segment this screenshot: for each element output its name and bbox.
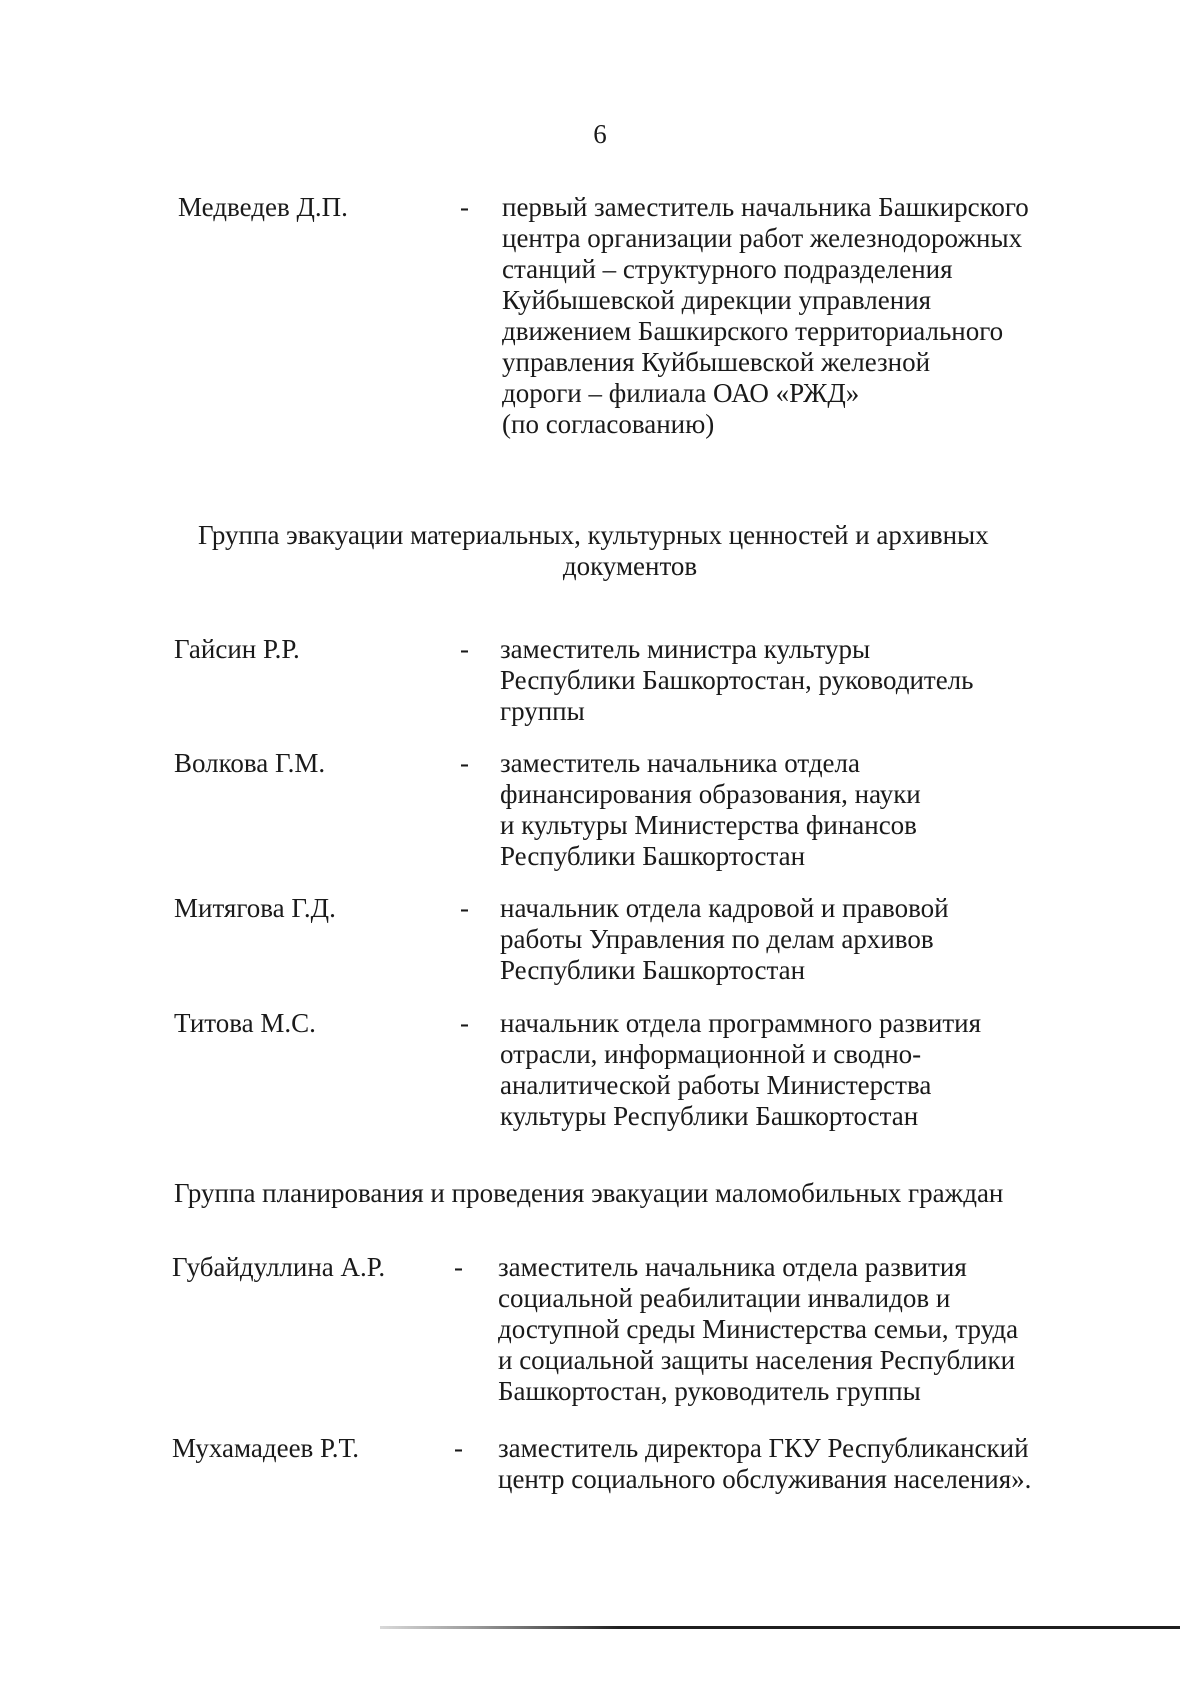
group-heading-line: Группа планирования и проведения эвакуации маломобильных граждан	[174, 1178, 1004, 1208]
person-position: заместитель министра культуры Республики Башкортостан, руководитель группы	[500, 634, 974, 726]
page-number: 6	[593, 119, 607, 149]
group-heading-line2: документов	[562, 551, 698, 581]
person-position: заместитель директора ГКУ Республиканский центр социального обслуживания населения».	[498, 1433, 1032, 1494]
group-heading-line1: Группа эвакуации материальных, культурных ценностей и архивных	[198, 520, 989, 550]
person-position: заместитель начальника отдела финансирования образования, науки и культуры Министерства финансов Республики Башкортостан	[500, 748, 921, 871]
dash-separator: -	[460, 1008, 469, 1038]
person-position: первый заместитель начальника Башкирского центра организации работ железнодорожных станций – структурного подразделения Куйбышевской дирекции управления движением Башкирского территориального управления Куйбышевской железной дороги – филиала ОАО «РЖД» (по согласованию)	[502, 192, 1029, 439]
person-name: Медведев Д.П.	[178, 192, 348, 222]
dash-separator: -	[460, 893, 469, 923]
person-name: Волкова Г.М.	[174, 748, 326, 778]
person-name: Гайсин Р.Р.	[174, 634, 300, 664]
person-position: начальник отдела программного развития отрасли, информационной и сводно- аналитической работы Министерства культуры Республики Башкортостан	[500, 1008, 982, 1131]
dash-separator: -	[454, 1433, 463, 1463]
dash-separator: -	[454, 1252, 463, 1282]
person-name: Губайдуллина А.Р.	[172, 1252, 386, 1282]
dash-separator: -	[460, 634, 469, 664]
footer-divider-line	[380, 1626, 1180, 1629]
dash-separator: -	[460, 192, 469, 222]
person-name: Титова М.С.	[174, 1008, 316, 1038]
person-position: начальник отдела кадровой и правовой работы Управления по делам архивов Республики Башкортостан	[500, 893, 949, 985]
dash-separator: -	[460, 748, 469, 778]
person-position: заместитель начальника отдела развития социальной реабилитации инвалидов и доступной среды Министерства семьи, труда и социальной защиты населения Республики Башкортостан, руководитель группы	[498, 1252, 1019, 1406]
person-name: Митягова Г.Д.	[174, 893, 336, 923]
person-name: Мухамадеев Р.Т.	[172, 1433, 359, 1463]
